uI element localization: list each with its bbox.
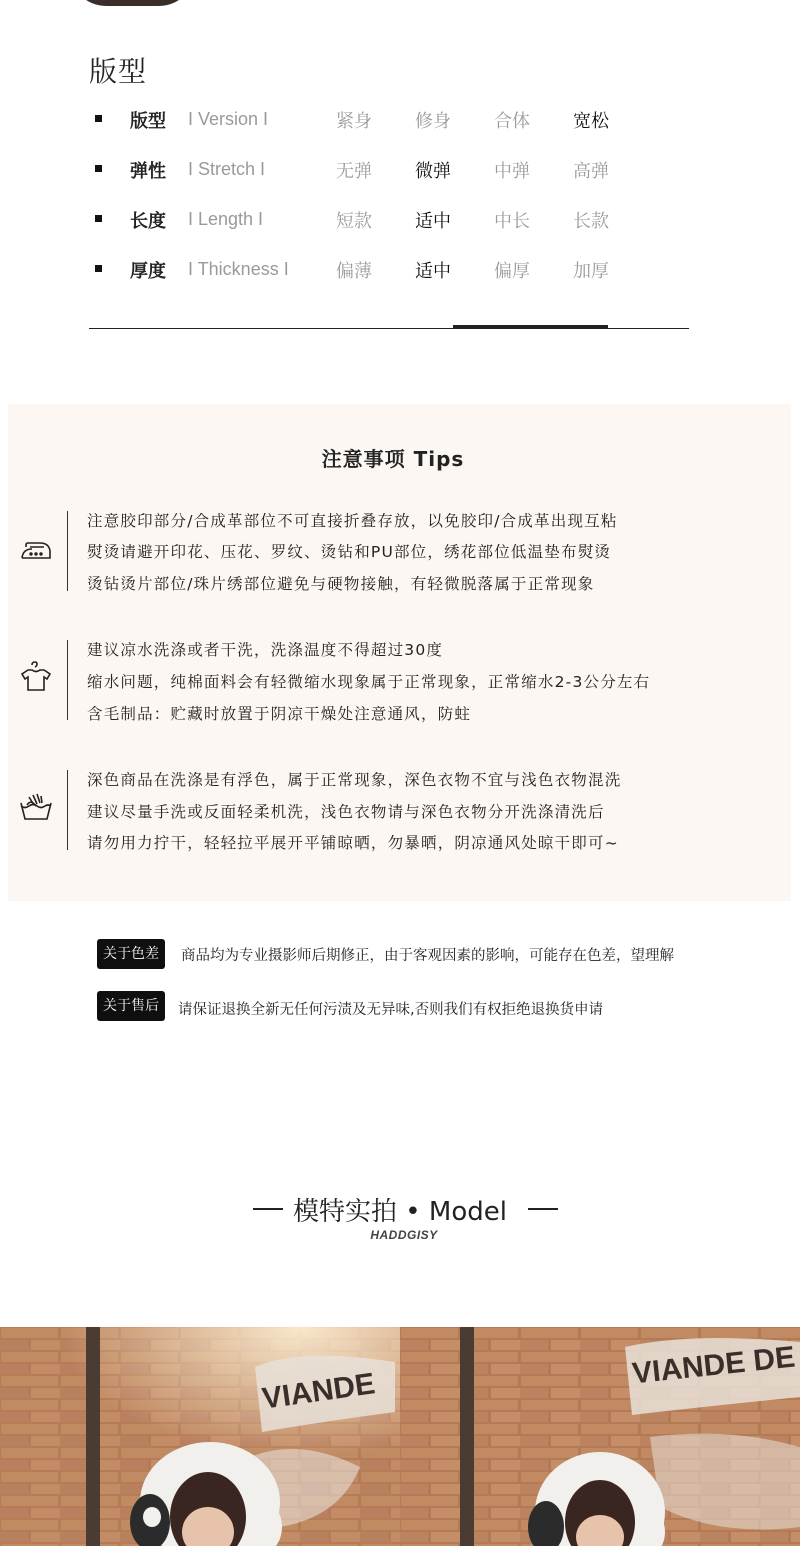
tip-line: 建议尽量手洗或反面轻柔机洗，浅色衣物请与深色衣物分开洗涤清洗后	[87, 803, 605, 821]
tip-line: 建议凉水洗涤或者干洗，洗涤温度不得超过30度	[87, 641, 444, 659]
bullet-icon	[95, 265, 102, 272]
after-sales-badge: 关于售后	[97, 991, 165, 1021]
tip-divider	[67, 511, 68, 591]
wall-sign-left: VIANDE	[260, 1367, 378, 1416]
fit-row-version	[0, 104, 800, 134]
brand-subtitle: HADDGISY	[370, 1228, 438, 1242]
model-section-title: 模特实拍 • Model	[293, 1197, 507, 1227]
fit-option: 合体	[494, 111, 530, 132]
fit-option: 长款	[573, 211, 609, 232]
fit-option: 加厚	[573, 261, 609, 282]
fit-option: 无弹	[336, 161, 372, 182]
fit-row-stretch	[0, 154, 800, 184]
bullet-icon	[95, 115, 102, 122]
tip-line: 注意胶印部分/合成革部位不可直接折叠存放，以免胶印/合成革出现互粘	[87, 512, 618, 530]
wall-sign-right: VIANDE DE	[630, 1340, 797, 1391]
model-photo-left	[0, 1327, 400, 1546]
fit-row-length	[0, 204, 800, 234]
fit-option: 中长	[494, 211, 530, 232]
tip-line: 烫钻烫片部位/珠片绣部位避免与硬物接触，有轻微脱落属于正常现象	[87, 575, 595, 593]
previous-product-photo-crop	[70, 0, 195, 6]
hang-dry-shirt-icon	[18, 659, 54, 695]
color-difference-badge: 关于色差	[97, 939, 165, 969]
fit-option: 短款	[336, 211, 372, 232]
tip-line: 含毛制品：贮藏时放置于阴凉干燥处注意通风，防蛀	[87, 705, 472, 723]
fit-option: 修身	[415, 111, 451, 132]
after-sales-text: 请保证退换全新无任何污渍及无异味,否则我们有权拒绝退换货申请	[178, 1002, 604, 1018]
fit-row-english: I Thickness I	[188, 259, 289, 279]
tip-divider	[67, 640, 68, 720]
tip-line: 熨烫请避开印花、压花、罗纹、烫钻和PU部位，绣花部位低温垫布熨烫	[87, 543, 612, 561]
fit-divider-accent	[453, 325, 608, 329]
fit-row-english: I Version I	[188, 109, 269, 129]
model-photo-right	[400, 1327, 800, 1546]
fit-row-label: 长度	[130, 211, 166, 232]
fit-option-selected: 适中	[415, 211, 451, 232]
tip-line: 缩水问题，纯棉面料会有轻微缩水现象属于正常现象，正常缩水2-3公分左右	[87, 673, 651, 691]
fit-option: 中弹	[494, 161, 530, 182]
tip-line: 深色商品在洗涤是有浮色，属于正常现象，深色衣物不宜与浅色衣物混洗	[87, 771, 622, 789]
color-difference-text: 商品均为专业摄影师后期修正，由于客观因素的影响，可能存在色差，望理解	[181, 948, 674, 964]
fit-option: 高弹	[573, 161, 609, 182]
fit-row-label: 厚度	[130, 261, 166, 282]
fit-option: 紧身	[336, 111, 372, 132]
fit-row-label: 弹性	[130, 161, 166, 182]
heading-dash-right	[528, 1208, 558, 1210]
fit-option: 偏厚	[494, 261, 530, 282]
tips-title: 注意事项 Tips	[321, 447, 465, 471]
bullet-icon	[95, 165, 102, 172]
iron-icon	[18, 531, 54, 567]
tip-divider	[67, 770, 68, 850]
fit-section-title: 版型	[89, 55, 148, 88]
fit-row-english: I Stretch I	[188, 159, 266, 179]
hand-wash-icon	[18, 789, 54, 825]
fit-row-label: 版型	[130, 111, 166, 132]
fit-row-thickness	[0, 254, 800, 284]
fit-option-selected: 微弹	[415, 161, 451, 182]
bullet-icon	[95, 215, 102, 222]
tip-line: 请勿用力拧干，轻轻拉平展开平铺晾晒，勿暴晒，阴凉通风处晾干即可~	[87, 834, 619, 852]
fit-option-selected: 适中	[415, 261, 451, 282]
fit-row-english: I Length I	[188, 209, 264, 229]
fit-option: 偏薄	[336, 261, 372, 282]
fit-option-selected: 宽松	[573, 111, 609, 132]
